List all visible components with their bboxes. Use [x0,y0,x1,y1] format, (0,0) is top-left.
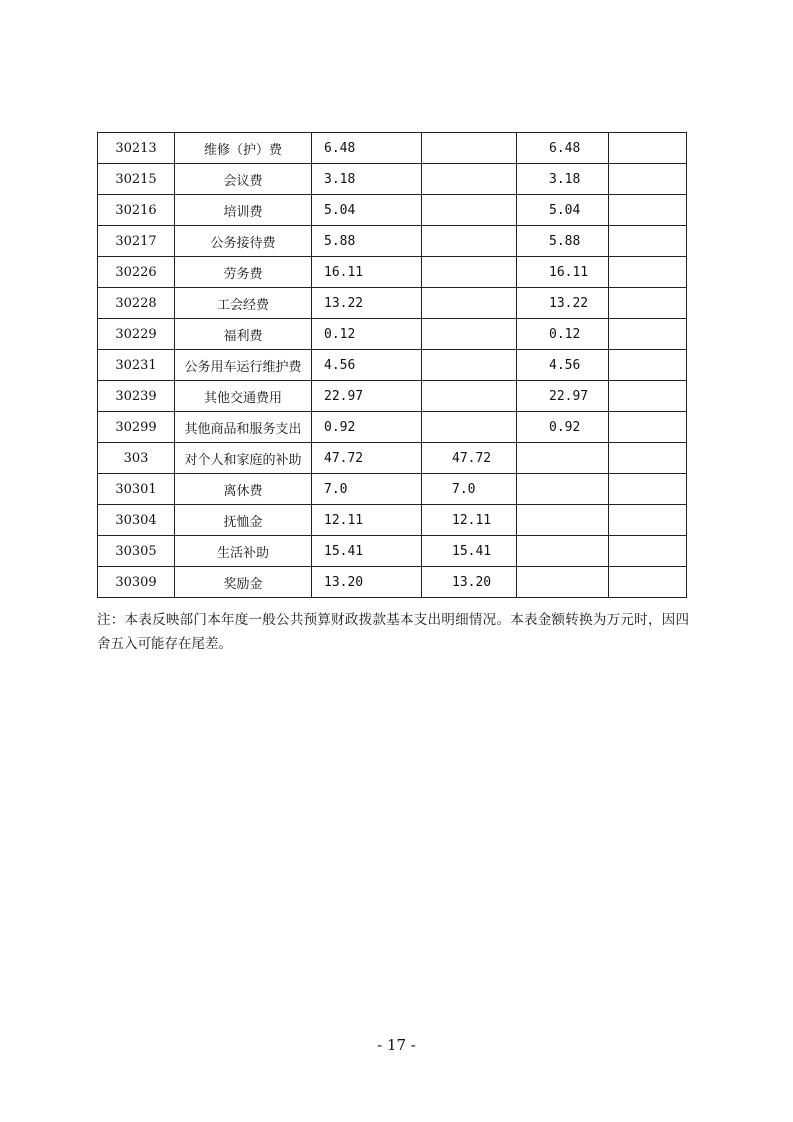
table-row [98,288,687,319]
cell-total: 47.72 [312,443,422,474]
cell-other [609,412,687,443]
cell-total: 0.92 [312,412,422,443]
cell-personnel [422,412,517,443]
cell-code: 30216 [98,195,175,226]
cell-personnel: 15.41 [422,536,517,567]
cell-public: 13.22 [517,288,609,319]
cell-public: 4.56 [517,350,609,381]
table-row [98,257,687,288]
cell-public [517,443,609,474]
cell-name: 培训费 [175,195,312,226]
cell-personnel: 7.0 [422,474,517,505]
table-row [98,536,687,567]
cell-name: 奖励金 [175,567,312,598]
cell-total: 5.04 [312,195,422,226]
cell-personnel: 47.72 [422,443,517,474]
cell-personnel [422,164,517,195]
table-row [98,195,687,226]
cell-name: 生活补助 [175,536,312,567]
cell-code: 30228 [98,288,175,319]
cell-public: 22.97 [517,381,609,412]
cell-personnel [422,381,517,412]
cell-other [609,319,687,350]
table-row [98,412,687,443]
cell-public [517,567,609,598]
table-row [98,474,687,505]
cell-code: 30305 [98,536,175,567]
expenditure-detail-table [97,132,687,598]
cell-name: 其他交通费用 [175,381,312,412]
table-row [98,226,687,257]
table-row [98,319,687,350]
cell-code: 303 [98,443,175,474]
table-body [98,133,687,598]
table-row [98,505,687,536]
cell-other [609,195,687,226]
page-number: - 17 - [377,1036,416,1054]
cell-public: 5.88 [517,226,609,257]
cell-other [609,133,687,164]
table-row [98,133,687,164]
cell-other [609,567,687,598]
cell-total: 12.11 [312,505,422,536]
table-row [98,443,687,474]
cell-other [609,350,687,381]
cell-code: 30226 [98,257,175,288]
cell-code: 30229 [98,319,175,350]
cell-total: 13.22 [312,288,422,319]
cell-code: 30309 [98,567,175,598]
cell-code: 30299 [98,412,175,443]
cell-personnel: 13.20 [422,567,517,598]
cell-other [609,164,687,195]
cell-public: 3.18 [517,164,609,195]
cell-personnel [422,226,517,257]
cell-personnel [422,133,517,164]
cell-public: 0.92 [517,412,609,443]
cell-name: 福利费 [175,319,312,350]
cell-total: 5.88 [312,226,422,257]
cell-name: 劳务费 [175,257,312,288]
cell-personnel: 12.11 [422,505,517,536]
cell-personnel [422,319,517,350]
table-footnote: 注：本表反映部门本年度一般公共预算财政拨款基本支出明细情况。本表金额转换为万元时，因四舍五入可能存在尾差。 [97,612,689,652]
cell-total: 22.97 [312,381,422,412]
cell-total: 13.20 [312,567,422,598]
cell-name: 工会经费 [175,288,312,319]
cell-total: 7.0 [312,474,422,505]
cell-other [609,226,687,257]
cell-personnel [422,350,517,381]
cell-total: 6.48 [312,133,422,164]
cell-public: 16.11 [517,257,609,288]
cell-public [517,505,609,536]
cell-total: 4.56 [312,350,422,381]
cell-personnel [422,257,517,288]
cell-personnel [422,195,517,226]
cell-other [609,288,687,319]
cell-name: 抚恤金 [175,505,312,536]
cell-total: 15.41 [312,536,422,567]
cell-code: 30301 [98,474,175,505]
table-row [98,381,687,412]
cell-total: 3.18 [312,164,422,195]
cell-public: 6.48 [517,133,609,164]
table-row [98,350,687,381]
cell-public: 0.12 [517,319,609,350]
cell-code: 30231 [98,350,175,381]
cell-other [609,443,687,474]
cell-code: 30213 [98,133,175,164]
cell-code: 30217 [98,226,175,257]
table-row [98,164,687,195]
cell-name: 会议费 [175,164,312,195]
cell-other [609,474,687,505]
cell-total: 0.12 [312,319,422,350]
cell-name: 维修（护）费 [175,133,312,164]
cell-name: 对个人和家庭的补助 [175,443,312,474]
cell-personnel [422,288,517,319]
table-row [98,567,687,598]
cell-name: 离休费 [175,474,312,505]
cell-name: 公务接待费 [175,226,312,257]
cell-other [609,536,687,567]
cell-code: 30215 [98,164,175,195]
cell-other [609,381,687,412]
cell-total: 16.11 [312,257,422,288]
cell-code: 30304 [98,505,175,536]
cell-public: 5.04 [517,195,609,226]
cell-public [517,536,609,567]
cell-public [517,474,609,505]
cell-name: 公务用车运行维护费 [175,350,312,381]
cell-name: 其他商品和服务支出 [175,412,312,443]
cell-other [609,257,687,288]
cell-code: 30239 [98,381,175,412]
cell-other [609,505,687,536]
